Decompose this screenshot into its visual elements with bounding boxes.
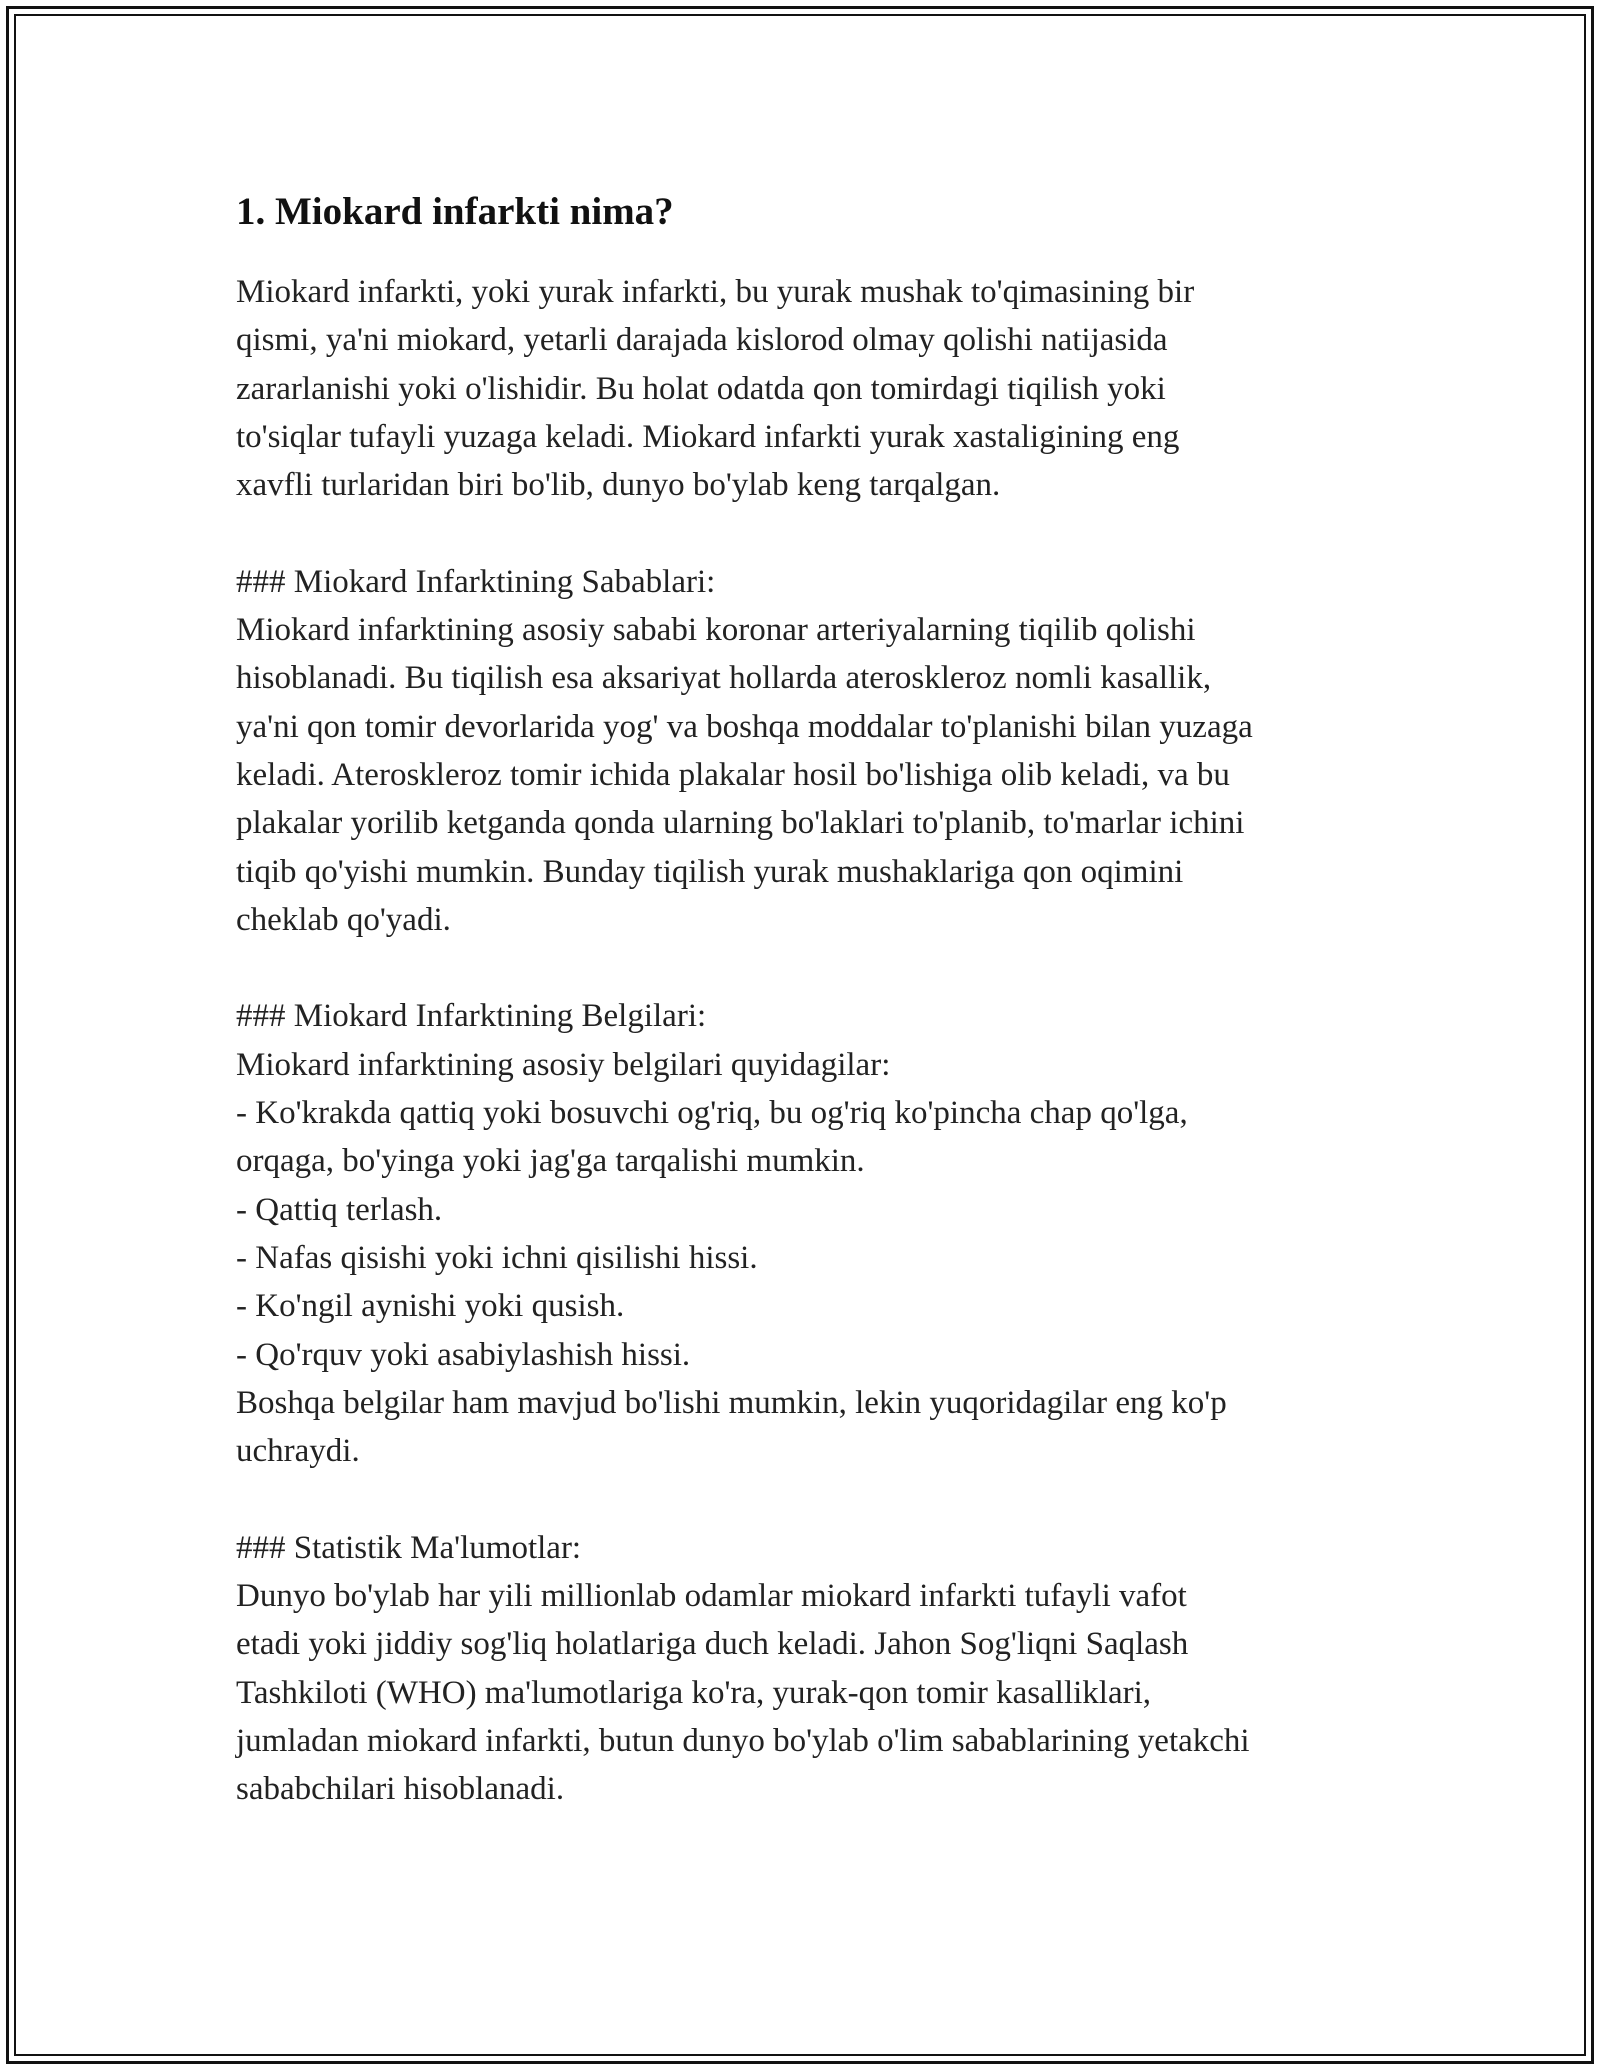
section-body-statistics: Dunyo bo'ylab har yili millionlab odamlar miokard infarkti tufayli vafot etadi yoki jiddiy sog'liq holatlariga duch keladi. Jahon Sog'liqni Saqlash Tashkiloti (WHO) ma'lumotlariga ko'ra, yurak-qon tomir kasalliklari, jumladan miokard infarkti, butun dunyo bo'ylab o'lim sabablarining yetakchi sababchilari hisoblanadi. — [236, 1578, 1250, 1808]
section-heading-symptoms: ### Miokard Infarktining Belgilari: — [236, 998, 707, 1035]
paragraph-spacer — [236, 509, 1386, 557]
paragraph-spacer — [236, 1475, 1386, 1523]
section-heading-statistics: ### Statistik Ma'lumotlar: — [236, 1529, 582, 1566]
paragraph-spacer — [236, 944, 1386, 992]
section-heading-causes: ### Miokard Infarktining Sabablari: — [236, 563, 716, 600]
section-body-causes: Miokard infarktining asosiy sababi koronar arteriyalarning tiqilib qolishi hisoblanadi. Bu tiqilish esa aksariyat hollarda ateroskleroz nomli kasallik, ya'ni qon tomir devorlarida yog' va boshqa moddalar to'planishi bilan yuzaga keladi. Ateroskleroz tomir ichida plakalar hosil bo'lishiga olib keladi, va bu plakalar yorilib ketganda qonda ularning bo'laklari to'planib, to'marlar ichini tiqib qo'yishi mumkin. Bunday tiqilish yurak mushaklariga qon oqimini cheklab qo'yadi. — [236, 612, 1253, 938]
document-title: 1. Miokard infarkti nima? — [236, 190, 674, 233]
intro-paragraph: Miokard infarkti, yoki yurak infarkti, bu yurak mushak to'qimasining bir qismi, ya'ni miokard, yetarli darajada kislorod olmay qolishi natijasida zararlanishi yoki o'lishidir. Bu holat odatda qon tomirdagi tiqilish yoki to'siqlar tufayli yuzaga keladi. Miokard infarkti yurak xastaligining eng xavfli turlaridan biri bo'lib, dunyo bo'ylab keng tarqalgan. — [236, 274, 1195, 504]
section-body-symptoms: Miokard infarktining asosiy belgilari quyidagilar: - Ko'krakda qattiq yoki bosuvchi og'riq, bu og'riq ko'pincha chap qo'lga, orqaga, bo'yinga yoki jag'ga tarqalishi mumkin. - Qattiq terlash. - Nafas qisishi yoki ichni qisilishi hissi. - Ko'ngil aynishi yoki qusish. - Qo'rquv yoki asabiylashish hissi. Boshqa belgilar ham mavjud bo'lishi mumkin, lekin yuqoridagilar eng ko'p uchraydi. — [236, 1046, 1227, 1470]
document-page — [236, 186, 1386, 1814]
